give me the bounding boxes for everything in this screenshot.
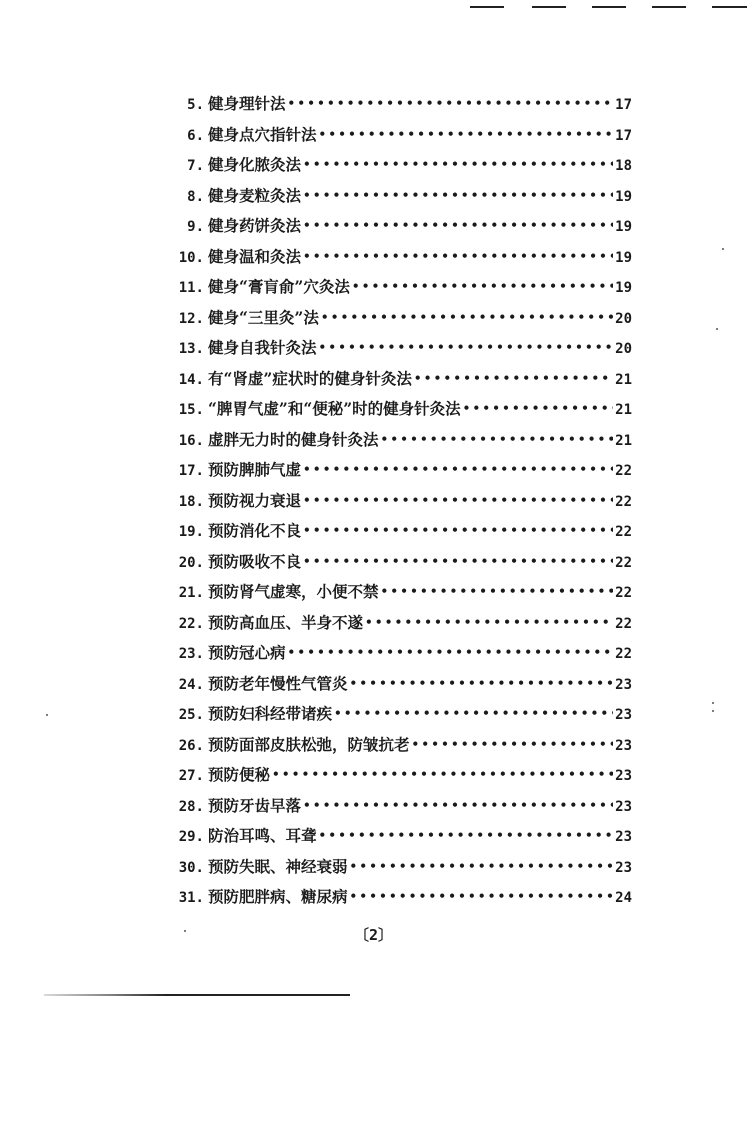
entry-number: 24.: [178, 676, 204, 693]
scan-speck: [184, 930, 186, 932]
entry-page-number: 22: [615, 615, 632, 632]
entry-page-number: 23: [615, 829, 632, 845]
toc-entry: [166, 794, 632, 825]
dot-leader: [303, 218, 613, 232]
entry-title: 健身理针法: [208, 94, 286, 113]
entry-title: 预防失眠、神经衰弱: [208, 856, 348, 876]
dot-leader: [288, 96, 614, 110]
entry-title: 预防老年慢性气管炎: [208, 673, 348, 693]
dot-leader: [352, 279, 613, 293]
entry-title: 预防高血压、半身不遂: [208, 612, 364, 632]
dot-leader: [303, 157, 613, 171]
entry-number: 17.: [178, 463, 204, 479]
entry-page-number: 17: [615, 127, 632, 144]
dot-leader: [303, 798, 613, 812]
toc-entry: [166, 428, 632, 459]
entry-page-number: 19: [615, 219, 632, 235]
dot-leader: [412, 737, 614, 751]
dot-leader: [463, 401, 613, 415]
toc-entry: [166, 306, 632, 337]
dot-leader: [303, 249, 613, 263]
entry-page-number: 20: [615, 310, 632, 327]
entry-page-number: 20: [615, 341, 632, 357]
toc-entry: [166, 611, 632, 642]
entry-number: 19.: [178, 524, 204, 540]
entry-number: 28.: [178, 798, 204, 815]
entry-title: 预防肾气虚寒，小便不禁: [208, 582, 379, 601]
toc-entry: [166, 885, 632, 916]
entry-number: 21.: [178, 585, 204, 601]
toc-entry: [166, 458, 632, 489]
entry-number: 10.: [178, 249, 204, 266]
dot-leader: [365, 615, 613, 629]
entry-number: 7.: [187, 158, 204, 174]
toc-entry: [166, 123, 632, 154]
scan-speck: [46, 714, 48, 716]
entry-page-number: 18: [615, 158, 632, 174]
entry-title: 预防便秘: [208, 765, 271, 784]
entry-title: 健身自我针灸法: [208, 338, 317, 357]
entry-number: 18.: [178, 493, 204, 510]
entry-number: 20.: [178, 554, 204, 571]
toc-entry: [166, 641, 632, 672]
toc-entry: [166, 397, 632, 428]
entry-page-number: 23: [615, 859, 632, 876]
entry-page-number: 19: [615, 249, 632, 266]
footer-rule: [44, 994, 350, 996]
entry-number: 22.: [178, 615, 204, 632]
entry-title: 预防牙齿早落: [208, 795, 302, 815]
entry-page-number: 23: [615, 737, 632, 754]
entry-number: 12.: [178, 310, 204, 327]
entry-page-number: 22: [615, 554, 632, 571]
entry-title: 预防冠心病: [208, 643, 286, 662]
entry-title: 预防消化不良: [208, 521, 302, 540]
entry-number: 25.: [178, 707, 204, 723]
entry-page-number: 23: [615, 676, 632, 693]
entry-page-number: 17: [615, 97, 632, 113]
entry-page-number: 21: [615, 402, 632, 418]
dot-leader: [303, 188, 613, 202]
dot-leader: [321, 310, 613, 324]
entry-number: 26.: [178, 737, 204, 754]
entry-number: 16.: [178, 432, 204, 449]
toc-entry: [166, 275, 632, 306]
entry-title: “脾胃气虚”和“便秘”时的健身针灸法: [208, 399, 461, 418]
dot-leader: [381, 584, 614, 598]
entry-title: 预防脾肺气虚: [208, 460, 302, 479]
toc-entry: [166, 184, 632, 215]
entry-number: 31.: [178, 890, 204, 906]
entry-title: 预防妇科经带诸疾: [208, 704, 333, 723]
entry-number: 13.: [178, 341, 204, 357]
dot-leader: [350, 889, 614, 903]
entry-title: 预防肥胖病、糖尿病: [208, 887, 348, 906]
entry-title: 健身“膏肓俞”穴灸法: [208, 277, 350, 296]
entry-title: 健身麦粒灸法: [208, 185, 302, 205]
entry-title: 健身化脓灸法: [208, 155, 302, 174]
toc-entry: [166, 733, 632, 764]
toc-entry: [166, 855, 632, 886]
entry-title: 健身点穴指针法: [208, 124, 317, 144]
entry-number: 9.: [187, 219, 204, 235]
entry-page-number: 22: [615, 524, 632, 540]
dot-leader: [288, 645, 614, 659]
dot-leader: [414, 371, 613, 385]
toc-entry: [166, 580, 632, 611]
entry-page-number: 21: [615, 371, 632, 388]
entry-page-number: 23: [615, 768, 632, 784]
entry-title: 虚胖无力时的健身针灸法: [208, 429, 379, 449]
entry-page-number: 22: [615, 493, 632, 510]
dot-leader: [303, 554, 613, 568]
entry-number: 11.: [178, 280, 204, 296]
dot-leader: [272, 767, 613, 781]
entry-number: 27.: [178, 768, 204, 784]
toc-entry: [166, 245, 632, 276]
entry-title: 有“肾虚”症状时的健身针灸法: [208, 368, 412, 388]
entry-page-number: 21: [615, 432, 632, 449]
entry-title: 预防吸收不良: [208, 551, 302, 571]
entry-page-number: 23: [615, 707, 632, 723]
dot-leader: [319, 340, 614, 354]
scan-speck: [722, 248, 724, 250]
entry-number: 6.: [187, 127, 204, 144]
dot-leader: [303, 493, 613, 507]
scan-speck: [712, 702, 714, 704]
toc-entry: [166, 367, 632, 398]
entry-title: 防治耳鸣、耳聋: [208, 826, 317, 845]
dot-leader: [381, 432, 614, 446]
dot-leader: [303, 523, 613, 537]
dot-leader: [303, 462, 613, 476]
entry-page-number: 19: [615, 188, 632, 205]
entry-title: 健身药饼灸法: [208, 216, 302, 235]
toc-entry: [166, 672, 632, 703]
entry-title: 预防面部皮肤松弛，防皱抗老: [208, 734, 410, 754]
entry-number: 23.: [178, 646, 204, 662]
entry-page-number: 22: [615, 585, 632, 601]
toc-entry: [166, 763, 632, 794]
entry-number: 30.: [178, 859, 204, 876]
dot-leader: [350, 859, 614, 873]
toc-entry: [166, 92, 632, 123]
toc-entry: [166, 489, 632, 520]
toc-entry: [166, 702, 632, 733]
toc-entry: [166, 336, 632, 367]
toc-entry: [166, 214, 632, 245]
entry-page-number: 23: [615, 798, 632, 815]
page-number: 〔2〕: [353, 926, 394, 944]
entry-page-number: 19: [615, 280, 632, 296]
toc-entry: [166, 153, 632, 184]
toc-entry: [166, 519, 632, 550]
entry-title: 健身“三里灸”法: [208, 307, 319, 327]
entry-number: 8.: [187, 188, 204, 205]
entry-page-number: 22: [615, 646, 632, 662]
entry-number: 14.: [178, 371, 204, 388]
dot-leader: [319, 127, 614, 141]
table-of-contents: [166, 92, 632, 916]
scan-speck: [712, 710, 714, 712]
dot-leader: [334, 706, 613, 720]
entry-number: 29.: [178, 829, 204, 845]
entry-page-number: 24: [615, 890, 632, 906]
dot-leader: [350, 676, 614, 690]
entry-title: 预防视力衰退: [208, 490, 302, 510]
top-decorative-rules: [470, 6, 747, 9]
dot-leader: [319, 828, 614, 842]
entry-page-number: 22: [615, 463, 632, 479]
entry-number: 15.: [178, 402, 204, 418]
entry-title: 健身温和灸法: [208, 246, 302, 266]
entry-number: 5.: [187, 97, 204, 113]
toc-entry: [166, 550, 632, 581]
toc-entry: [166, 824, 632, 855]
scan-speck: [716, 328, 718, 330]
